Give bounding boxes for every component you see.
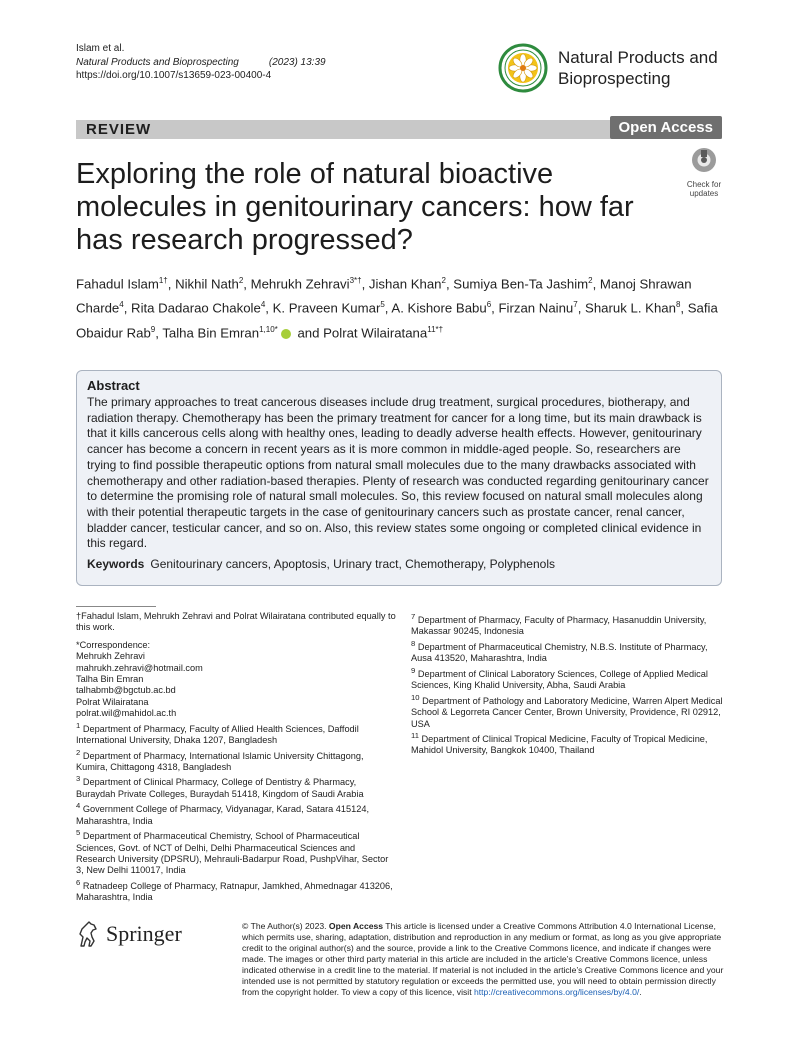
- correspondence-entry: Talha Bin Emran: [76, 674, 144, 685]
- license-notice: [242, 921, 724, 998]
- author-affiliation: 5: [380, 300, 385, 310]
- orcid-icon[interactable]: [281, 329, 291, 339]
- affiliation-entry: $^4$ Government College of Pharmacy, Vidyanagar, Karad, Satara 415124, Maharashtra, India: [76, 801, 370, 826]
- correspondence-email[interactable]: mahrukh.zehravi@hotmail.com: [76, 662, 203, 673]
- article-title: Exploring the role of natural bioactive molecules in genitourinary cancers: how far has research progressed?: [76, 158, 634, 256]
- affiliation-entry: $^6$ Ratnadeep College of Pharmacy, Ratnapur, Jamkhed, Ahmednagar 413206, Maharashtra, India: [76, 877, 393, 903]
- journal-brand: [498, 43, 718, 93]
- keywords-list: Genitourinary cancers, Apoptosis, Urinary tract, Chemotherapy, Polyphenols: [150, 557, 555, 572]
- check-for-updates-label: Check for updates: [686, 180, 722, 198]
- author-list: Fahadul Islam$^{1\dagger}$, Nikhil Nath$^2$, Mehrukh Zehravi$^{3*\dagger}$, Jishan Khan$^2$, Sumiya Ben-Ta Jashim$^2$, Manoj Shrawan Charde$^4$, Rita Dadarao Chakole$^4$, K. Praveen Kumar$^5$, A. Kishore Babu$^6$, Firzan Nainu$^7$, Sharuk L. Khan$^8$, Safia Obaidur Rab$^9$, Talha Bin Emran$^{1,10*}$ and Polrat Wilairatana$^{11*\dagger}$: [76, 276, 718, 341]
- keywords-label: Keywords: [87, 557, 145, 572]
- abstract-box: [76, 370, 722, 586]
- publisher-name: Springer: [106, 921, 182, 946]
- author-name[interactable]: A. Kishore Babu: [391, 300, 487, 316]
- affiliation-entry: $^8$ Department of Pharmaceutical Chemistry, N.B.S. Institute of Pharmacy, Ausa 413520, Maharashtra, India: [411, 638, 708, 664]
- check-for-updates-icon: [684, 146, 724, 174]
- affiliation-entry: $^1$ Department of Pharmacy, Faculty of Allied Health Sciences, Daffodil International University, Dhaka 1207, Bangladesh: [76, 720, 359, 746]
- journal-name-line2: Bioprospecting: [558, 69, 671, 88]
- license-end: .: [639, 987, 642, 997]
- copyright-text: © The Author(s) 2023.: [242, 921, 327, 931]
- open-access-badge: Open Access: [610, 116, 723, 139]
- abstract-heading: Abstract: [87, 378, 140, 393]
- journal-ref-name: Natural Products and Bioprospecting: [76, 56, 239, 68]
- affiliation-entry: $^3$ Department of Clinical Pharmacy, College of Dentistry & Pharmacy, Buraydah Private Colleges, Buraydah 51418, Kingdom of Saudi Arabia: [76, 774, 364, 799]
- author-name[interactable]: Sumiya Ben-Ta Jashim: [453, 276, 589, 292]
- contribution-note: †Fahadul Islam, Mehrukh Zehravi and Polrat Wilairatana contributed equally to this work.: [76, 611, 396, 633]
- author-name[interactable]: Nikhil Nath: [175, 276, 239, 292]
- author-name[interactable]: Firzan Nainu: [498, 300, 574, 316]
- journal-logo-icon: [498, 43, 548, 93]
- correspondence-entry: Mehrukh Zehravi: [76, 651, 145, 662]
- publisher-logo: [76, 920, 182, 948]
- authors-conjunction: and: [297, 325, 320, 341]
- license-link[interactable]: http://creativecommons.org/licenses/by/4.0/: [473, 987, 640, 997]
- footnotes-right: [411, 611, 726, 757]
- author-name[interactable]: Mehrukh Zehravi: [250, 276, 350, 292]
- keywords: [87, 557, 711, 571]
- footnote-divider: [76, 606, 156, 607]
- affiliation-entry: $^9$ Department of Clinical Laboratory Sciences, College of Applied Medical Sciences, King Khalid University, Abha, Saudi Arabia: [411, 665, 708, 691]
- author-affiliation: 2: [588, 276, 593, 285]
- author-name[interactable]: Talha Bin Emran: [162, 325, 260, 341]
- author-affiliation: 4: [119, 300, 124, 310]
- author-affiliation: 1,10*: [259, 324, 278, 334]
- correspondence-entry: Polrat Wilairatana: [76, 696, 149, 707]
- license-oa-label: Open Access: [328, 921, 384, 931]
- author-affiliation: 2: [441, 276, 446, 285]
- correspondence-email[interactable]: polrat.wil@mahidol.ac.th: [76, 708, 177, 719]
- author-name[interactable]: Rita Dadarao Chakole: [131, 300, 261, 316]
- affiliation-entry: $^2$ Department of Pharmacy, International Islamic University Chittagong, Kumira, Chittagong 4318, Bangladesh: [76, 747, 364, 772]
- article-type-bar: [76, 120, 722, 139]
- author-name[interactable]: K. Praveen Kumar: [272, 300, 381, 316]
- author-affiliation: 8: [675, 300, 681, 310]
- author-name[interactable]: Fahadul Islam: [76, 276, 159, 292]
- journal-ref: [76, 56, 326, 70]
- author-affiliation: 2: [238, 276, 244, 285]
- doi-link[interactable]: https://doi.org/10.1007/s13659-023-00400-4: [76, 70, 272, 81]
- author-affiliation: 6: [486, 300, 492, 310]
- author-affiliation: 1†: [158, 276, 168, 285]
- footnotes-left: [76, 611, 396, 904]
- author-name[interactable]: Sharuk L. Khan: [585, 300, 676, 316]
- author-affiliation: 11*†: [427, 324, 444, 334]
- author-affiliation: 7: [573, 300, 578, 310]
- author-affiliation: 9: [150, 324, 156, 334]
- author-name[interactable]: Manoj Shrawan Charde: [76, 276, 692, 316]
- springer-horse-icon: [76, 920, 100, 948]
- author-short: Islam et al.: [76, 43, 125, 54]
- author-affiliation: 3*†: [349, 276, 362, 285]
- journal-year-volume: (2023) 13:39: [268, 56, 326, 68]
- correspondence-email[interactable]: talhabmb@bgctub.ac.bd: [76, 685, 176, 696]
- journal-name: [558, 47, 718, 89]
- author-name[interactable]: Jishan Khan: [368, 276, 442, 292]
- correspondence-label: *Correspondence:: [76, 639, 151, 650]
- license-text: This article is licensed under a Creative Commons Attribution 4.0 International License, which permits use, sharing, adaptation, distribution and reproduction in any medium or format, as long as you give appropriate credit to the original author(s) and the source, provide a link to the Creative Commons licence, and indicate if changes were made. The images or other third party material in this article are included in the article’s Creative Commons licence, unless indicated otherwise in a credit line to the material. If material is not included in the article’s Creative Commons licence and your intended use is not permitted by statutory regulation or exceeds the permitted use, you will need to obtain permission directly from the copyright holder. To view a copy of this licence, visit: [242, 921, 724, 997]
- check-for-updates-button[interactable]: [684, 146, 724, 198]
- article-meta: [76, 42, 326, 83]
- abstract-text: The primary approaches to treat cancerous diseases include drug treatment, surgical procedures, biotherapy, and radiation therapy. Chemotherapy has been the primary treatment for cancer for a long time, but its main drawback is that it kills cancerous cells along with healthy ones, leading to deadly adverse health effects. However, genitourinary cancer has become a concern in recent years as it is more common in middle-aged people. So, researchers are trying to find possible therapeutic options from natural small molecules due to the many drawbacks associated with chemotherapy and other radiation-based therapies. Plenty of research was conducted regarding genitourinary cancer to determine the promising role of natural small molecules. So, this review focused on natural small molecules along with their potential therapeutic targets in the case of genitourinary cancers such as prostate cancer, renal cancer, bladder cancer, testicular cancer, and so on. Also, this review states some ongoing or completed clinical evidence in this regard.: [87, 395, 709, 551]
- affiliation-entry: $^5$ Department of Pharmaceutical Chemistry, School of Pharmaceutical Sciences, Govt. of NCT of Delhi, Delhi Pharmaceutical Sciences and Research University (DPSRU), Mehrauli-Badarpur Road, PushpVihar, Sector 3, New Delhi 110017, India: [76, 828, 389, 876]
- article-type-label: REVIEW: [86, 121, 152, 138]
- author-affiliation: 4: [260, 300, 266, 310]
- affiliation-entry: $^{11}$ Department of Clinical Tropical Medicine, Faculty of Tropical Medicine, Mahidol University, Bangkok 10400, Thailand: [411, 730, 708, 756]
- author-name[interactable]: Safia Obaidur Rab: [76, 300, 718, 341]
- affiliation-entry: $^7$ Department of Pharmacy, Faculty of Pharmacy, Hasanuddin University, Makassar 90245, Indonesia: [411, 612, 707, 637]
- author-name[interactable]: Polrat Wilairatana: [323, 325, 428, 341]
- journal-name-line1: Natural Products and: [558, 48, 718, 67]
- affiliation-entry: $^{10}$ Department of Pathology and Laboratory Medicine, Warren Alpert Medical School & Legorreta Cancer Center, Brown University, Providence, RI 02912, USA: [411, 692, 723, 729]
